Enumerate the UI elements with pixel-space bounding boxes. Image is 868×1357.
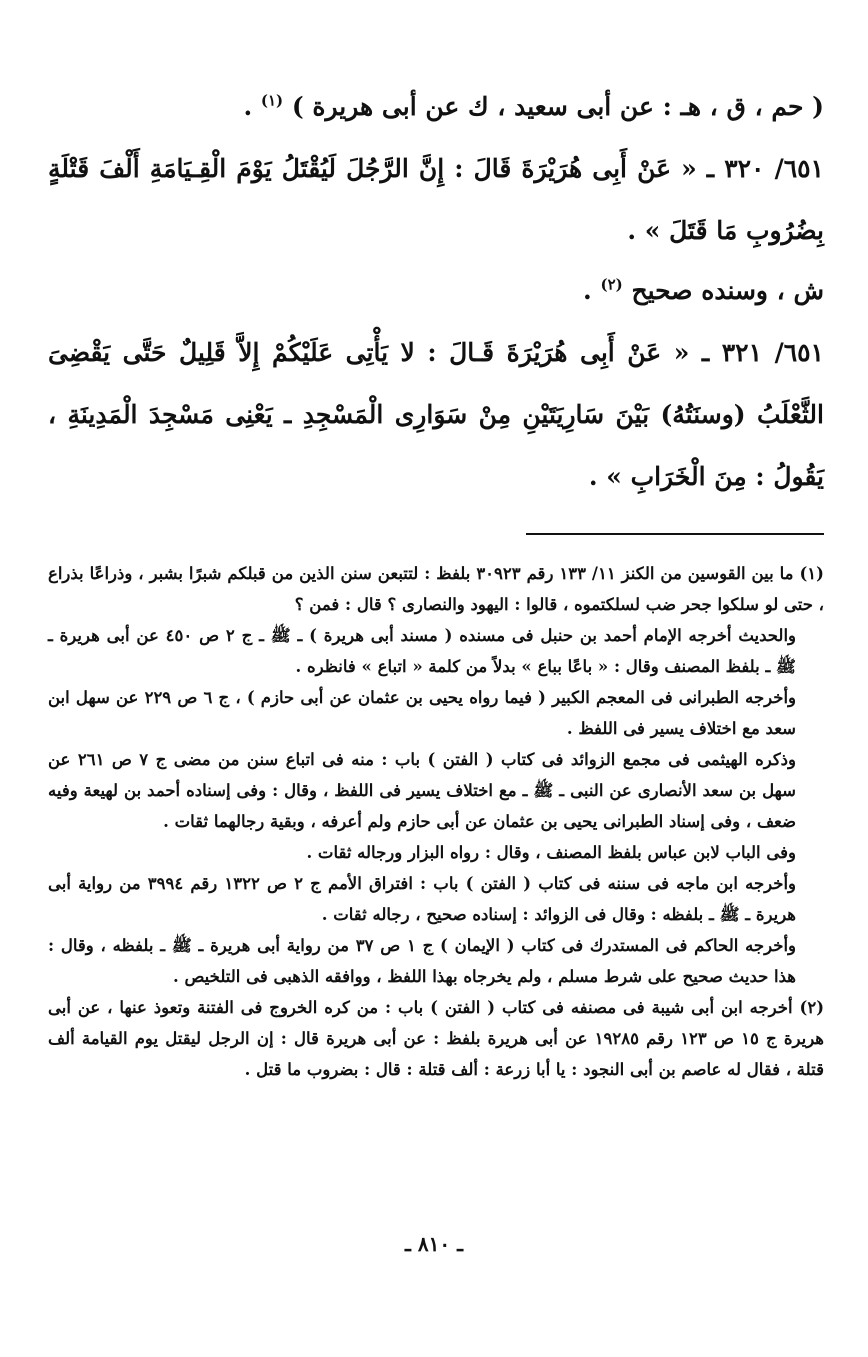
footnote-2-number: (٢) [799,998,824,1017]
footnote-ref-1[interactable]: (١) [260,91,284,110]
hadith-321-number: ٦٥١/ ٣٢١ ـ [701,338,824,367]
grading-line [48,262,824,320]
footnote-1-paragraph-4: وذكره الهيثمى فى مجمع الزوائد فى كتاب ( الفتن ) باب : منه فى اتباع سنن من مضى ج ٧ ص ٢٦١ عن سهل بن سعد الأنصارى عن النبى ـ ﷺ ـ مع اختلاف يسير فى اللفظ ، وقال : وفى إسناده أحمد بن لهيعة وفيه ضعف ، وفى إسناد الطبرانى يحيى بن عثمان عن أبى حازم ولم أعرفه ، وبقية رجالهما ثقات . [48,750,796,831]
hadith-320-number: ٦٥١/ ٣٢٠ ـ [706,154,824,183]
footnote-1-paragraph-2: والحديث أخرجه الإمام أحمد بن حنبل فى مسنده ( مسند أبى هريرة ) ـ ﷺ ـ ج ٢ ص ٤٥٠ عن أبى هريرة ـ ﷺ ـ بلفظ المصنف وقال : « باعًا بباع » بدلاً من كلمة « اتباع » فانظره . [48,626,797,676]
source-attribution-end: . [243,92,261,121]
source-attribution-line [48,78,824,136]
footnote-1-number: (١) [799,564,824,583]
main-text [48,78,824,508]
footnote-1-paragraph-3: وأخرجه الطبرانى فى المعجم الكبير ( فيما رواه يحيى بن عثمان عن أبى حازم ) ، ج ٦ ص ٢٢٩ عن سهل ابن سعد مع اختلاف يسير فى اللفظ . [48,688,797,738]
footnote-1-paragraph-1 [48,558,824,620]
footnote-separator [526,533,824,535]
footnotes [48,558,824,1085]
footnote-ref-2[interactable]: (٢) [600,275,623,294]
footnote-2-paragraph-1 [48,992,824,1085]
hadith-320-text: « عَنْ أَبِى هُرَيْرَةَ قَالَ : إِنَّ الرَّجُلَ لَيُقْتَلُ يَوْمَ الْقِـيَامَةِ أَلْفَ قَتْلَةٍ بِضُرُوبِ مَا قَتَلَ » . [48,154,824,245]
source-attribution-text: ( حم ، ق ، هـ : عن أبى سعيد ، ك عن أبى هريرة ) [291,92,824,121]
hadith-321-text: « عَنْ أَبِى هُرَيْرَةَ قَـالَ : لا يَأْتِى عَلَيْكُمْ إِلاَّ قَلِيلٌ حَتَّى يَقْضِىَ الثَّعْلَبُ (وسنَتُهُ) بَيْنَ سَارِيَتَيْنِ مِنْ سَوَارِى الْمَسْجِدِ ـ يَعْنِى مَسْجِدَ الْمَدِينَةِ ، يَقُولُ : مِنَ الْخَرَابِ » . [48,338,824,491]
page-number: ـ ٨١٠ ـ [405,1232,463,1256]
grading-text: ش ، وسنده صحيح [631,276,824,305]
hadith-320 [48,138,824,262]
footnote-1-text-1: ما بين القوسين من الكنز ١١/ ١٣٣ رقم ٣٠٩٢٣ بلفظ : لتتبعن سنن الذين من قبلكم شبرًا بشبر ، وذراعًا بذراع ، حتى لو سلكوا جحر ضب لسلكتموه ، قالوا : اليهود والنصارى ؟ قال : فمن ؟ [48,564,824,614]
hadith-321 [48,322,824,508]
footnote-1-paragraph-5: وفى الباب لابن عباس بلفظ المصنف ، وقال : رواه البزار ورجاله ثقات . [306,843,796,862]
book-page [48,78,824,1328]
grading-end: . [583,276,601,305]
footnote-1-paragraph-7: وأخرجه الحاكم فى المستدرك فى كتاب ( الإيمان ) ج ١ ص ٣٧ من رواية أبى هريرة ـ ﷺ ـ بلفظه ، وقال : هذا حديث صحيح على شرط مسلم ، ولم يخرجاه بهذا اللفظ ، ووافقه الذهبى فى التلخيص . [48,936,796,986]
footnote-2-text-1: أخرجه ابن أبى شيبة فى مصنفه فى كتاب ( الفتن ) باب : من كره الخروج فى الفتنة وتعوذ عنها ، عن أبى هريرة ج ١٥ ص ١٢٣ رقم ١٩٢٨٥ عن أبى هريرة بلفظ : عن أبى هريرة قال : إن الرجل ليقتل يوم القيامة ألف قتلة ، فقال له عاصم بن أبى النجود : يا أبا زرعة : ألف قتلة : قال : بضروب ما قتل . [48,998,825,1079]
footnote-1-paragraph-6: وأخرجه ابن ماجه فى سننه فى كتاب ( الفتن ) باب : افتراق الأمم ج ٢ ص ١٣٢٢ رقم ٣٩٩٤ من رواية أبى هريرة ـ ﷺ ـ بلفظه : وقال فى الزوائد : إسناده صحيح ، رجاله ثقات . [48,874,797,924]
